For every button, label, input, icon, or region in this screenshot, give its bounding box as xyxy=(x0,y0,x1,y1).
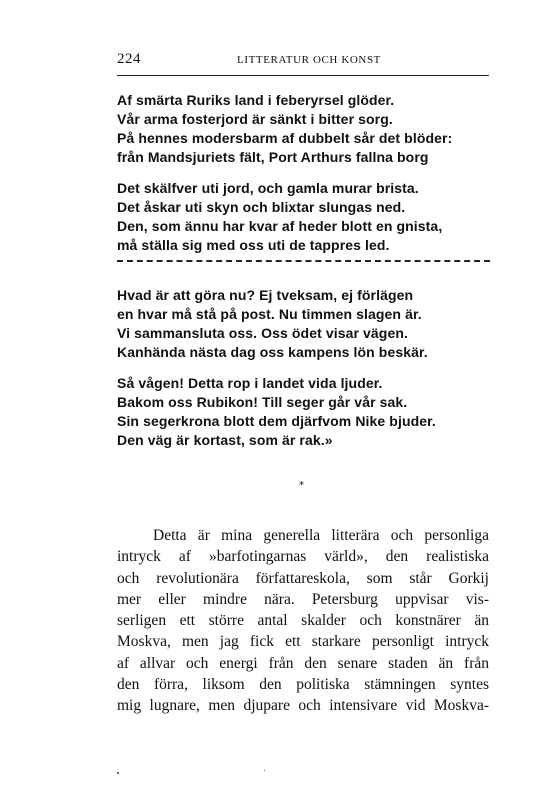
prose-line: mig lugnare, men djupare och intensivare vid Moskva- xyxy=(117,697,489,715)
poem-line: Den, som ännu har kvar af heder blott en gnista, xyxy=(117,218,443,234)
print-speck xyxy=(117,772,119,774)
poem-stanza-4 xyxy=(117,374,497,450)
poem-line: Bakom oss Rubikon! Till seger går vår sak. xyxy=(117,394,408,410)
prose-line: intryck af »barfotingarnas värld», den realistiska xyxy=(117,548,489,566)
poem-line: Den väg är kortast, som är rak.» xyxy=(117,432,333,448)
poem-stanza-3 xyxy=(117,286,497,362)
poem-line: en hvar må stå på post. Nu timmen slagen är. xyxy=(117,306,422,322)
poem-line: Så vågen! Detta rop i landet vida ljuder. xyxy=(117,375,383,391)
print-speck xyxy=(264,770,265,771)
page-number: 224 xyxy=(117,51,141,67)
poem-line: Vi sammansluta oss. Oss ödet visar vägen. xyxy=(117,325,408,341)
poem-line: På hennes modersbarm af dubbelt sår det blöder: xyxy=(117,130,453,146)
prose-line: den förra, liksom den politiska stämningen syntes xyxy=(117,676,489,694)
poem-line: Kanhända nästa dag oss kampens lön beskär. xyxy=(117,344,428,360)
section-asterism: * xyxy=(299,480,304,491)
prose-line: af allvar och energi från den senare staden än från xyxy=(117,654,489,672)
prose-line: serligen ett större antal skalder och konstnärer än xyxy=(117,612,489,630)
poem-stanza-1 xyxy=(117,91,497,167)
running-head: LITTERATUR OCH KONST xyxy=(237,54,381,66)
poem-line: Hvad är att göra nu? Ej tveksam, ej förlägen xyxy=(117,287,414,303)
prose-line: och revolutionära författareskola, som står Gorkij xyxy=(117,569,489,587)
prose-paragraph xyxy=(117,525,489,717)
poem-line: må ställa sig med oss uti de tappres led. xyxy=(117,237,390,253)
poem-line: Sin segerkrona blott dem djärfvom Nike bjuder. xyxy=(117,413,436,429)
poem-line: från Mandsjuriets fält, Port Arthurs fallna borg xyxy=(117,149,429,165)
poem-line: Det skälfver uti jord, och gamla murar brista. xyxy=(117,180,419,196)
poem-line: Af smärta Ruriks land i feberyrsel glöder. xyxy=(117,92,395,108)
poem-stanza-2 xyxy=(117,179,497,255)
prose-line: mer eller mindre nära. Petersburg uppvisar vis- xyxy=(117,590,489,608)
dashed-separator xyxy=(117,260,490,262)
poem-line: Vår arma fosterjord är sänkt i bitter sorg. xyxy=(117,111,393,127)
header-rule xyxy=(117,75,489,76)
prose-line: Detta är mina generella litterära och personliga xyxy=(153,527,489,544)
prose-line: Moskva, men jag fick ett starkare personligt intryck xyxy=(117,633,489,651)
poem-line: Det åskar uti skyn och blixtar slungas ned. xyxy=(117,199,406,215)
